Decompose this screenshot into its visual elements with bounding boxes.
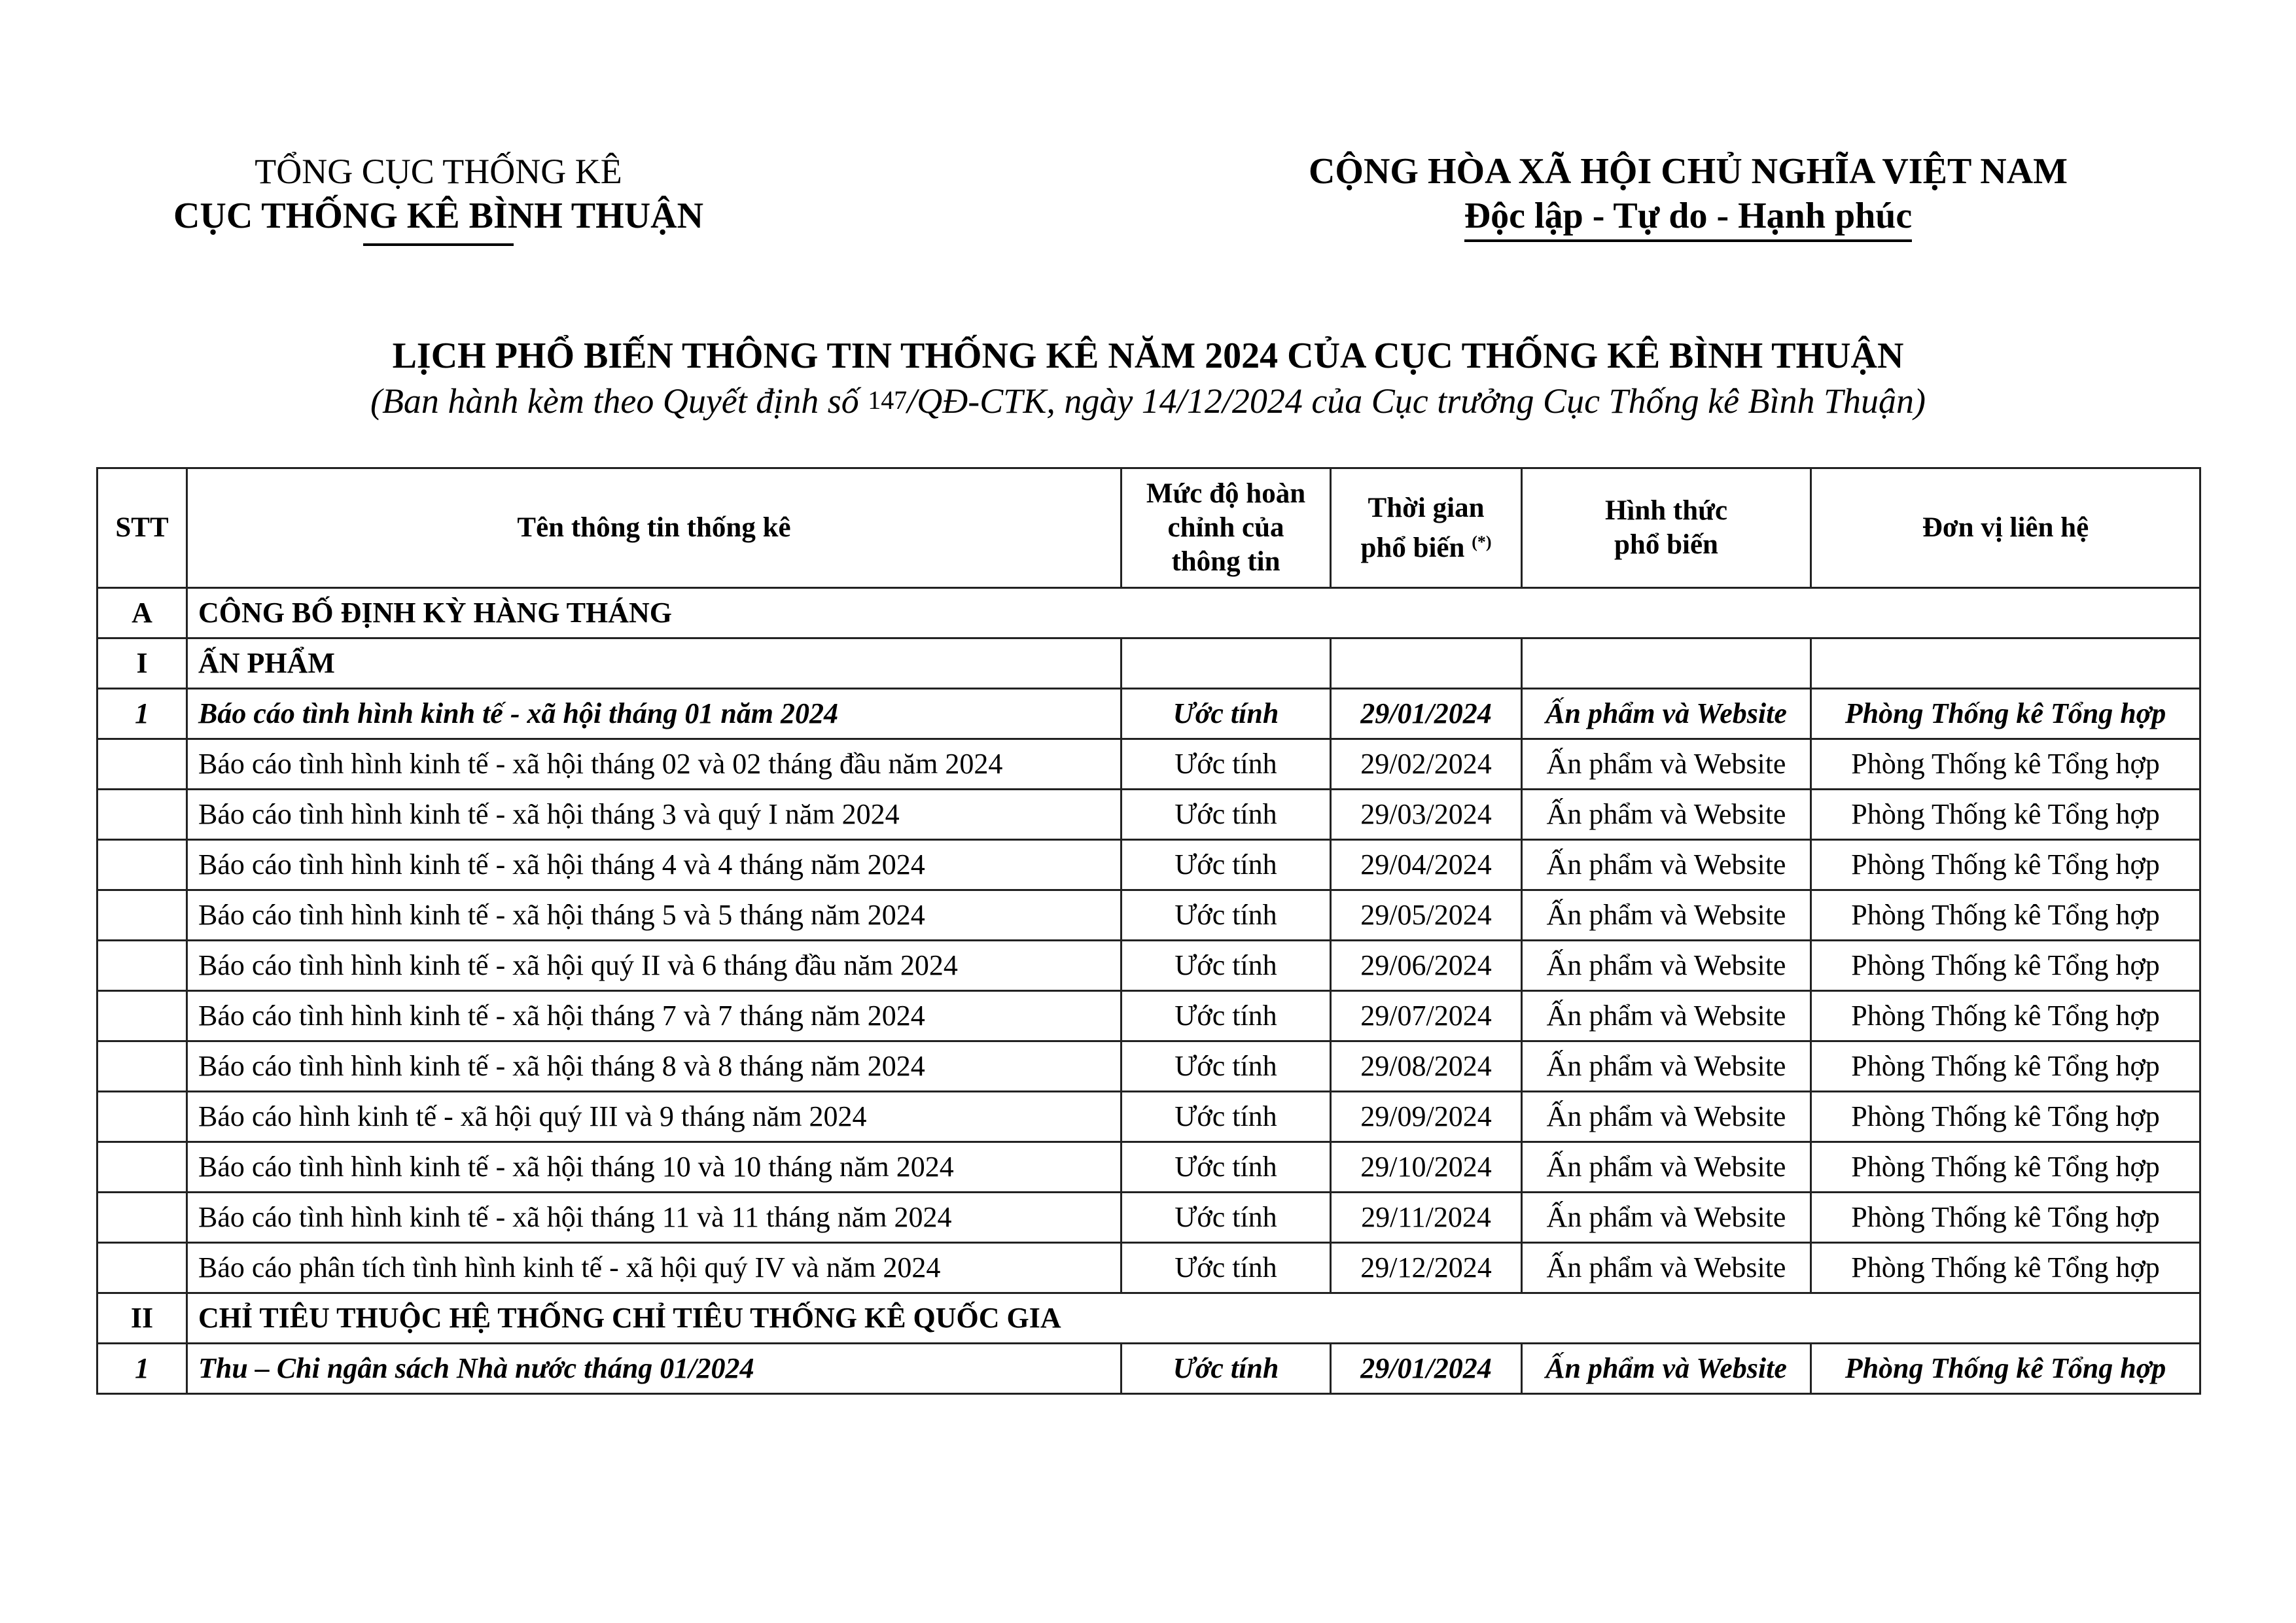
- col-header-time-footnote: (*): [1472, 532, 1492, 551]
- row-name: Báo cáo hình kinh tế - xã hội quý III và 9 tháng năm 2024: [187, 1092, 1122, 1142]
- empty-cell: [1811, 638, 2200, 689]
- row-completeness-level: Ước tính: [1122, 1092, 1331, 1142]
- row-stt: [97, 739, 187, 790]
- row-completeness-level: Ước tính: [1122, 739, 1331, 790]
- row-stt: [97, 840, 187, 890]
- col-header-time-line2: phổ biến: [1360, 532, 1465, 563]
- row-name: Báo cáo tình hình kinh tế - xã hội tháng 02 và 02 tháng đầu năm 2024: [187, 739, 1122, 790]
- decision-number: 147: [868, 385, 908, 415]
- col-header-form-line1: Hình thức: [1604, 495, 1728, 526]
- country-name: CỘNG HÒA XÃ HỘI CHỦ NGHĨA VIỆT NAM: [1308, 151, 2068, 192]
- table-row: [97, 1041, 2200, 1092]
- parent-agency-name: TỔNG CỤC THỐNG KÊ: [255, 152, 622, 191]
- row-stt: [97, 1041, 187, 1092]
- row-name: Báo cáo tình hình kinh tế - xã hội tháng 8 và 8 tháng năm 2024: [187, 1041, 1122, 1092]
- row-name: Báo cáo tình hình kinh tế - xã hội quý II và 6 tháng đầu năm 2024: [187, 941, 1122, 991]
- row-completeness-level: Ước tính: [1122, 1243, 1331, 1293]
- section-code: I: [97, 638, 187, 689]
- col-header-stt: STT: [97, 468, 187, 588]
- row-dissemination-form: Ấn phẩm và Website: [1522, 1092, 1811, 1142]
- col-header-level-line1: Mức độ hoàn: [1146, 478, 1306, 509]
- section-row-i: [97, 638, 2200, 689]
- row-dissemination-form: Ấn phẩm và Website: [1522, 790, 1811, 840]
- section-code: A: [97, 588, 187, 638]
- row-dissemination-form: Ấn phẩm và Website: [1522, 1041, 1811, 1092]
- document-title: LỊCH PHỔ BIẾN THÔNG TIN THỐNG KÊ NĂM 2024 CỦA CỤC THỐNG KÊ BÌNH THUẬN: [392, 336, 1904, 376]
- row-dissemination-form: Ấn phẩm và Website: [1522, 890, 1811, 941]
- col-header-level-line2: chỉnh của: [1167, 512, 1284, 543]
- row-stt: [97, 1193, 187, 1243]
- agency-header: [131, 149, 746, 246]
- row-stt: [97, 790, 187, 840]
- table-row: [97, 840, 2200, 890]
- empty-cell: [1522, 638, 1811, 689]
- row-contact-unit: Phòng Thống kê Tổng hợp: [1811, 941, 2200, 991]
- row-contact-unit: Phòng Thống kê Tổng hợp: [1811, 840, 2200, 890]
- col-header-level: [1122, 468, 1331, 588]
- subtitle-suffix: /QĐ-CTK, ngày 14/12/2024 của Cục trưởng Cục Thống kê Bình Thuận): [907, 381, 1926, 421]
- row-contact-unit: Phòng Thống kê Tổng hợp: [1811, 1092, 2200, 1142]
- table-row: [97, 689, 2200, 739]
- section-title: ẤN PHẨM: [187, 638, 1122, 689]
- row-release-date: 29/11/2024: [1331, 1193, 1522, 1243]
- row-contact-unit: Phòng Thống kê Tổng hợp: [1811, 1344, 2200, 1394]
- col-header-time: [1331, 468, 1522, 588]
- row-completeness-level: Ước tính: [1122, 1344, 1331, 1394]
- row-stt: 1: [97, 1344, 187, 1394]
- row-release-date: 29/10/2024: [1331, 1142, 1522, 1193]
- row-name: Thu – Chi ngân sách Nhà nước tháng 01/2024: [187, 1344, 1122, 1394]
- row-dissemination-form: Ấn phẩm và Website: [1522, 840, 1811, 890]
- row-dissemination-form: Ấn phẩm và Website: [1522, 689, 1811, 739]
- row-stt: [97, 1243, 187, 1293]
- table-row: [97, 1344, 2200, 1394]
- col-header-form: [1522, 468, 1811, 588]
- row-stt: [97, 890, 187, 941]
- row-release-date: 29/07/2024: [1331, 991, 1522, 1041]
- section-row-ii: [97, 1293, 2200, 1344]
- row-dissemination-form: Ấn phẩm và Website: [1522, 991, 1811, 1041]
- table-row: [97, 890, 2200, 941]
- row-completeness-level: Ước tính: [1122, 1193, 1331, 1243]
- row-completeness-level: Ước tính: [1122, 991, 1331, 1041]
- section-title: CHỈ TIÊU THUỘC HỆ THỐNG CHỈ TIÊU THỐNG KÊ QUỐC GIA: [187, 1293, 2200, 1344]
- agency-name: CỤC THỐNG KÊ BÌNH THUẬN: [173, 196, 704, 236]
- row-contact-unit: Phòng Thống kê Tổng hợp: [1811, 1193, 2200, 1243]
- row-release-date: 29/05/2024: [1331, 890, 1522, 941]
- national-header: [1230, 149, 2146, 242]
- row-contact-unit: Phòng Thống kê Tổng hợp: [1811, 739, 2200, 790]
- row-name: Báo cáo tình hình kinh tế - xã hội tháng 3 và quý I năm 2024: [187, 790, 1122, 840]
- col-header-form-line2: phổ biến: [1614, 529, 1718, 560]
- empty-cell: [1122, 638, 1331, 689]
- row-completeness-level: Ước tính: [1122, 941, 1331, 991]
- row-completeness-level: Ước tính: [1122, 840, 1331, 890]
- row-name: Báo cáo tình hình kinh tế - xã hội tháng 11 và 11 tháng năm 2024: [187, 1193, 1122, 1243]
- national-motto: Độc lập - Tự do - Hạnh phúc: [1464, 194, 1913, 242]
- row-name: Báo cáo tình hình kinh tế - xã hội tháng 10 và 10 tháng năm 2024: [187, 1142, 1122, 1193]
- row-release-date: 29/04/2024: [1331, 840, 1522, 890]
- row-contact-unit: Phòng Thống kê Tổng hợp: [1811, 991, 2200, 1041]
- row-contact-unit: Phòng Thống kê Tổng hợp: [1811, 1243, 2200, 1293]
- row-contact-unit: Phòng Thống kê Tổng hợp: [1811, 790, 2200, 840]
- table-row: [97, 1142, 2200, 1193]
- row-name: Báo cáo tình hình kinh tế - xã hội tháng 7 và 7 tháng năm 2024: [187, 991, 1122, 1041]
- row-completeness-level: Ước tính: [1122, 1142, 1331, 1193]
- row-dissemination-form: Ấn phẩm và Website: [1522, 1193, 1811, 1243]
- col-header-time-line1: Thời gian: [1368, 492, 1485, 523]
- row-contact-unit: Phòng Thống kê Tổng hợp: [1811, 1041, 2200, 1092]
- row-completeness-level: Ước tính: [1122, 890, 1331, 941]
- table-row: [97, 1092, 2200, 1142]
- section-code: II: [97, 1293, 187, 1344]
- row-completeness-level: Ước tính: [1122, 689, 1331, 739]
- row-stt: [97, 1142, 187, 1193]
- row-completeness-level: Ước tính: [1122, 1041, 1331, 1092]
- row-dissemination-form: Ấn phẩm và Website: [1522, 1344, 1811, 1394]
- row-release-date: 29/02/2024: [1331, 739, 1522, 790]
- row-release-date: 29/03/2024: [1331, 790, 1522, 840]
- row-stt: [97, 1092, 187, 1142]
- col-header-contact: Đơn vị liên hệ: [1811, 468, 2200, 588]
- col-header-name: Tên thông tin thống kê: [187, 468, 1122, 588]
- row-name: Báo cáo tình hình kinh tế - xã hội tháng 5 và 5 tháng năm 2024: [187, 890, 1122, 941]
- row-contact-unit: Phòng Thống kê Tổng hợp: [1811, 890, 2200, 941]
- row-stt: [97, 991, 187, 1041]
- row-completeness-level: Ước tính: [1122, 790, 1331, 840]
- table-row: [97, 991, 2200, 1041]
- table-row: [97, 941, 2200, 991]
- row-contact-unit: Phòng Thống kê Tổng hợp: [1811, 689, 2200, 739]
- row-stt: [97, 941, 187, 991]
- row-dissemination-form: Ấn phẩm và Website: [1522, 1142, 1811, 1193]
- row-stt: 1: [97, 689, 187, 739]
- row-release-date: 29/01/2024: [1331, 689, 1522, 739]
- empty-cell: [1331, 638, 1522, 689]
- row-release-date: 29/06/2024: [1331, 941, 1522, 991]
- section-title: CÔNG BỐ ĐỊNH KỲ HÀNG THÁNG: [187, 588, 2200, 638]
- table-row: [97, 1193, 2200, 1243]
- row-release-date: 29/09/2024: [1331, 1092, 1522, 1142]
- row-name: Báo cáo phân tích tình hình kinh tế - xã hội quý IV và năm 2024: [187, 1243, 1122, 1293]
- row-contact-unit: Phòng Thống kê Tổng hợp: [1811, 1142, 2200, 1193]
- row-release-date: 29/12/2024: [1331, 1243, 1522, 1293]
- row-release-date: 29/08/2024: [1331, 1041, 1522, 1092]
- schedule-table: [96, 467, 2201, 1395]
- subtitle-prefix: (Ban hành kèm theo Quyết định số: [370, 381, 868, 421]
- table-row: [97, 790, 2200, 840]
- row-name: Báo cáo tình hình kinh tế - xã hội tháng 4 và 4 tháng năm 2024: [187, 840, 1122, 890]
- row-release-date: 29/01/2024: [1331, 1344, 1522, 1394]
- document-subtitle: [0, 378, 2296, 423]
- table-row: [97, 1243, 2200, 1293]
- table-header-row: [97, 468, 2200, 588]
- row-dissemination-form: Ấn phẩm và Website: [1522, 1243, 1811, 1293]
- row-dissemination-form: Ấn phẩm và Website: [1522, 941, 1811, 991]
- table-row: [97, 739, 2200, 790]
- row-name: Báo cáo tình hình kinh tế - xã hội tháng 01 năm 2024: [187, 689, 1122, 739]
- col-header-level-line3: thông tin: [1171, 546, 1280, 577]
- section-row-a: [97, 588, 2200, 638]
- agency-underline-divider: [363, 243, 514, 246]
- row-dissemination-form: Ấn phẩm và Website: [1522, 739, 1811, 790]
